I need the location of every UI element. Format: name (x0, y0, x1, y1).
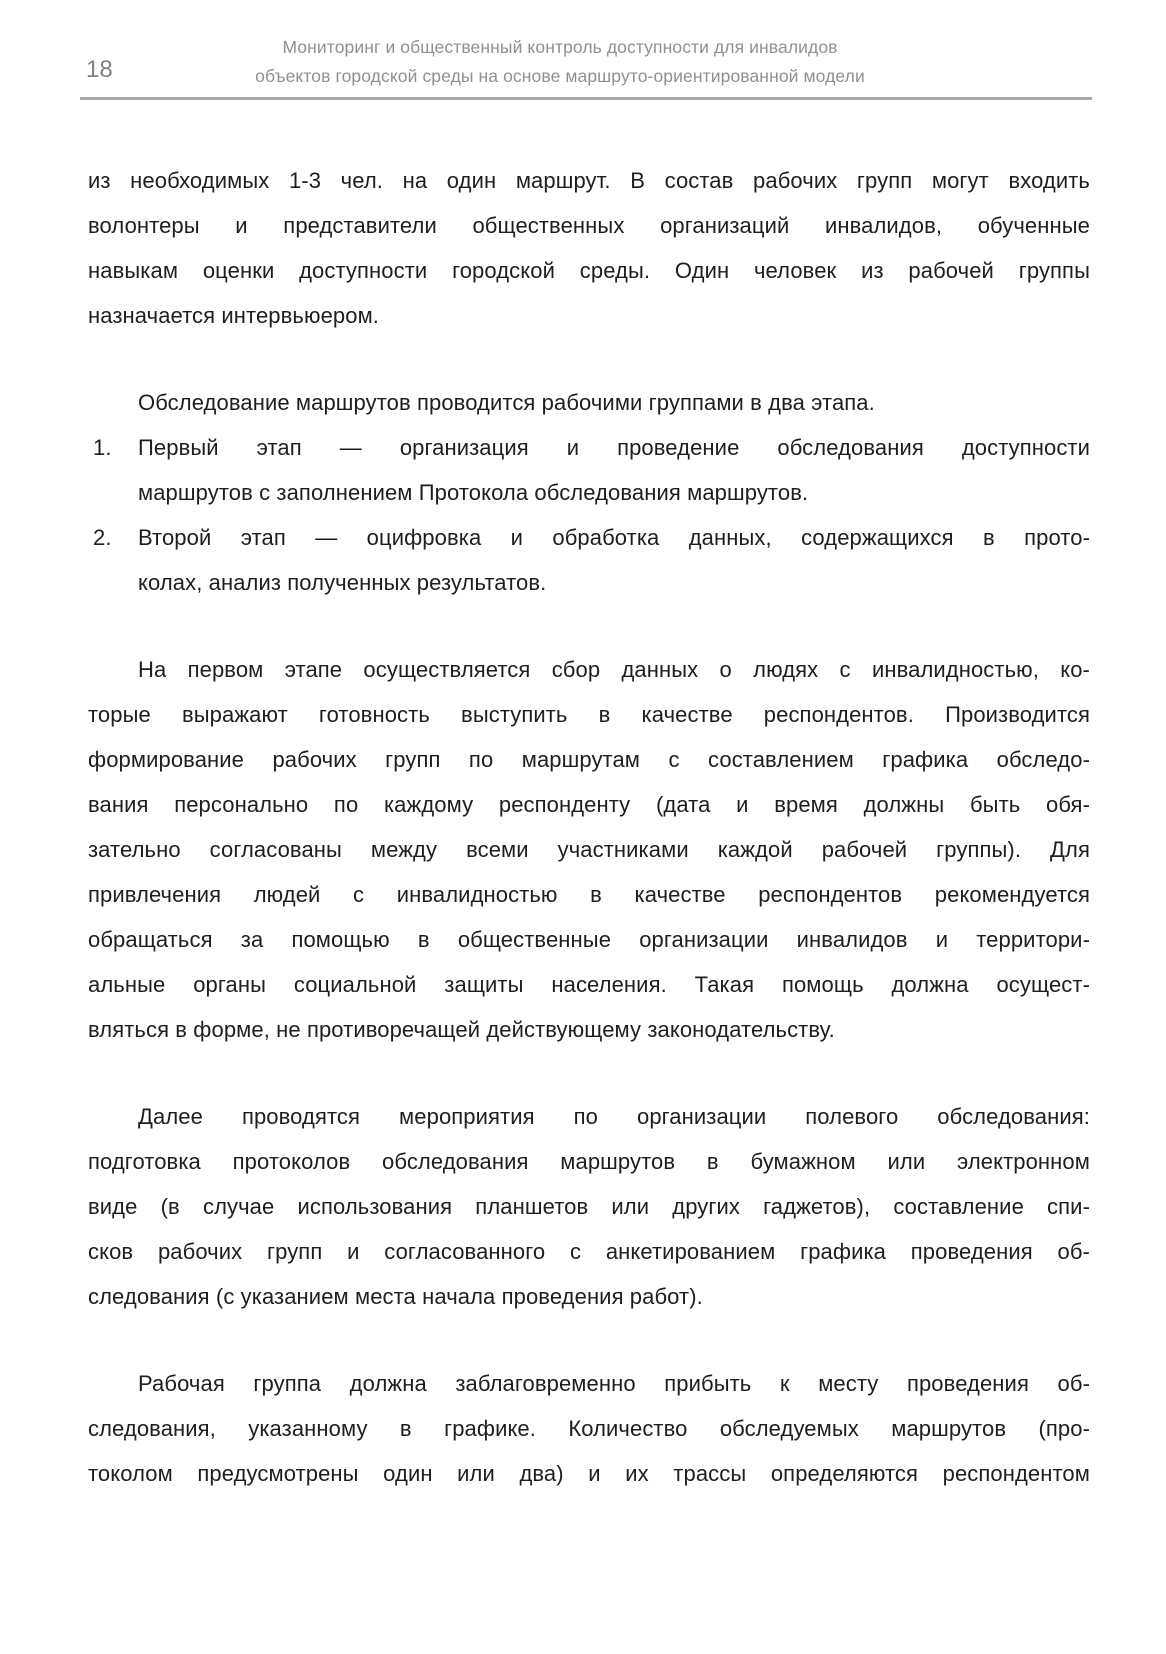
paragraph (88, 1361, 1090, 1496)
list-marker: 1. (93, 435, 112, 460)
body-text (88, 158, 1090, 1496)
text-line: Рабочая группа должна заблаговременно прибыть к месту проведения об- (138, 1371, 1090, 1396)
paragraph (88, 647, 1090, 1052)
header-divider (80, 97, 1092, 100)
text-line: назначается интервьюером. (88, 303, 380, 328)
text-line: зательно согласованы между всеми участниками каждой рабочей группы). Для (88, 837, 1090, 862)
text-line: токолом предусмотрены один или два) и их трассы определяются респондентом (88, 1461, 1090, 1486)
running-header-line-1: Мониторинг и общественный контроль доступности для инвалидов (282, 37, 838, 57)
text-line: навыкам оценки доступности городской среды. Один человек из рабочей группы (88, 258, 1090, 283)
list-item (88, 515, 1090, 605)
text-line: маршрутов с заполнением Протокола обследования маршрутов. (138, 480, 809, 505)
text-line: Далее проводятся мероприятия по организации полевого обследования: (138, 1104, 1090, 1129)
list-item (88, 425, 1090, 515)
running-header-line-2: объектов городской среды на основе маршруто-ориентированной модели (255, 66, 865, 86)
page-number: 18 (86, 56, 113, 83)
text-line: сков рабочих групп и согласованного с анкетированием графика проведения об- (88, 1239, 1090, 1264)
paragraph (88, 1094, 1090, 1319)
text-line: привлечения людей с инвалидностью в качестве респондентов рекомендуется (88, 882, 1090, 907)
text-line: обращаться за помощью в общественные организации инвалидов и территори- (88, 927, 1090, 952)
text-line: вания персонально по каждому респонденту (дата и время должны быть обя- (88, 792, 1090, 817)
text-line: вляться в форме, не противоречащей действующему законодательству. (88, 1017, 835, 1042)
text-line: торые выражают готовность выступить в качестве респондентов. Производится (88, 702, 1090, 727)
text-line: Второй этап — оцифровка и обработка данных, содержащихся в прото- (138, 525, 1090, 550)
text-line: колах, анализ полученных результатов. (138, 570, 547, 595)
paragraph (88, 158, 1090, 338)
text-line: альные органы социальной защиты населения. Такая помощь должна осущест- (88, 972, 1090, 997)
running-header (80, 33, 1040, 91)
list-marker: 2. (93, 525, 112, 550)
text-line: подготовка протоколов обследования маршрутов в бумажном или электронном (88, 1149, 1090, 1174)
text-line: следования, указанному в графике. Количество обследуемых маршрутов (про- (88, 1416, 1090, 1441)
text-line: следования (с указанием места начала проведения работ). (88, 1284, 703, 1309)
text-line: из необходимых 1-3 чел. на один маршрут. В состав рабочих групп могут входить (88, 168, 1090, 193)
text-line: Обследование маршрутов проводится рабочими группами в два этапа. (138, 390, 875, 415)
text-line: виде (в случае использования планшетов или других гаджетов), составление спи- (88, 1194, 1090, 1219)
paragraph (88, 380, 1090, 425)
text-line: формирование рабочих групп по маршрутам с составлением графика обследо- (88, 747, 1090, 772)
text-line: волонтеры и представители общественных организаций инвалидов, обученные (88, 213, 1090, 238)
text-line: На первом этапе осуществляется сбор данных о людях с инвалидностью, ко- (138, 657, 1090, 682)
text-line: Первый этап — организация и проведение обследования доступности (138, 435, 1090, 460)
